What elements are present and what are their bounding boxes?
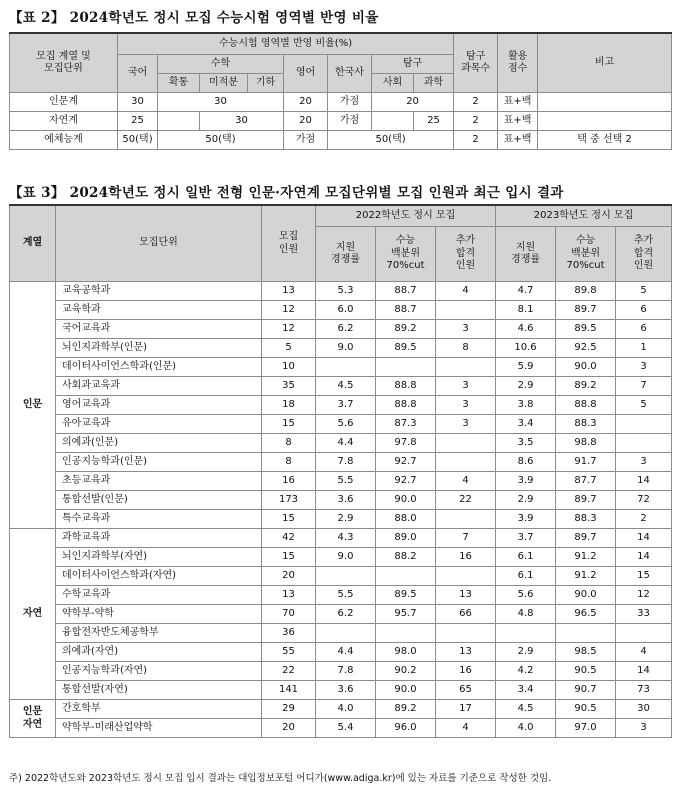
t2-cell xyxy=(158,112,200,131)
t3-header-extra-2023: 추가 합격 인원 xyxy=(616,227,672,282)
value-cell: 4.4 xyxy=(316,643,376,662)
value-cell: 5.5 xyxy=(316,586,376,605)
unit-name-cell: 의예과(자연) xyxy=(56,643,262,662)
value-cell: 3.5 xyxy=(496,434,556,453)
unit-name-cell: 데이터사이언스학과(인문) xyxy=(56,358,262,377)
unit-name-cell: 수학교육과 xyxy=(56,586,262,605)
t2-row-arts xyxy=(10,131,672,150)
value-cell: 2.9 xyxy=(496,491,556,510)
value-cell: 91.2 xyxy=(556,567,616,586)
t2-cell: 30 xyxy=(200,112,284,131)
value-cell: 4 xyxy=(436,719,496,738)
value-cell: 89.7 xyxy=(556,301,616,320)
value-cell: 87.7 xyxy=(556,472,616,491)
value-cell xyxy=(496,624,556,643)
table-row xyxy=(10,472,672,491)
table3-admissions-table xyxy=(9,204,672,738)
value-cell: 4.8 xyxy=(496,605,556,624)
t2-cell: 예체능계 xyxy=(10,131,118,150)
value-cell: 90.5 xyxy=(556,700,616,719)
value-cell xyxy=(616,434,672,453)
value-cell: 88.3 xyxy=(556,510,616,529)
value-cell: 22 xyxy=(436,491,496,510)
table-row xyxy=(10,586,672,605)
t2-header-ratio: 수능시험 영역별 반영 비율(%) xyxy=(118,33,454,55)
value-cell: 8.1 xyxy=(496,301,556,320)
value-cell: 4.6 xyxy=(496,320,556,339)
table-row xyxy=(10,605,672,624)
value-cell: 16 xyxy=(436,548,496,567)
value-cell xyxy=(436,301,496,320)
value-cell xyxy=(436,358,496,377)
t3-header-2023: 2023학년도 정시 모집 xyxy=(496,205,672,227)
value-cell: 18 xyxy=(262,396,316,415)
value-cell: 17 xyxy=(436,700,496,719)
value-cell: 141 xyxy=(262,681,316,700)
t2-header-history: 한국사 xyxy=(328,55,372,93)
value-cell: 3.8 xyxy=(496,396,556,415)
value-cell: 173 xyxy=(262,491,316,510)
value-cell: 89.8 xyxy=(556,282,616,301)
value-cell: 89.5 xyxy=(376,586,436,605)
table-row xyxy=(10,700,672,719)
value-cell: 89.7 xyxy=(556,491,616,510)
table-row xyxy=(10,415,672,434)
t2-cell: 30 xyxy=(118,93,158,112)
value-cell: 90.5 xyxy=(556,662,616,681)
t2-header-inquiry-count: 탐구 과목수 xyxy=(454,33,498,93)
value-cell: 73 xyxy=(616,681,672,700)
value-cell: 6.0 xyxy=(316,301,376,320)
value-cell: 20 xyxy=(262,567,316,586)
value-cell: 91.7 xyxy=(556,453,616,472)
value-cell: 88.2 xyxy=(376,548,436,567)
unit-name-cell: 국어교육과 xyxy=(56,320,262,339)
value-cell: 90.2 xyxy=(376,662,436,681)
value-cell: 97.0 xyxy=(556,719,616,738)
t2-header-math-calc: 미적분 xyxy=(200,74,248,93)
value-cell: 15 xyxy=(262,415,316,434)
value-cell: 7 xyxy=(616,377,672,396)
value-cell: 22 xyxy=(262,662,316,681)
value-cell: 5.9 xyxy=(496,358,556,377)
value-cell: 29 xyxy=(262,700,316,719)
value-cell: 92.7 xyxy=(376,472,436,491)
value-cell: 72 xyxy=(616,491,672,510)
value-cell: 92.7 xyxy=(376,453,436,472)
t3-header-field: 계열 xyxy=(10,205,56,282)
unit-name-cell: 영어교육과 xyxy=(56,396,262,415)
t2-header-inquiry: 탐구 xyxy=(372,55,454,74)
value-cell: 89.7 xyxy=(556,529,616,548)
t2-cell: 표+백 xyxy=(498,112,538,131)
value-cell: 1 xyxy=(616,339,672,358)
unit-name-cell: 뇌인지과학부(인문) xyxy=(56,339,262,358)
unit-name-cell: 약학부-미래산업약학 xyxy=(56,719,262,738)
value-cell: 92.5 xyxy=(556,339,616,358)
table-row xyxy=(10,643,672,662)
value-cell: 90.0 xyxy=(556,358,616,377)
value-cell: 97.8 xyxy=(376,434,436,453)
value-cell: 3 xyxy=(436,415,496,434)
value-cell: 5.3 xyxy=(316,282,376,301)
table-row xyxy=(10,301,672,320)
t2-header-unit: 모집 계열 및 모집단위 xyxy=(10,33,118,93)
value-cell: 7.8 xyxy=(316,453,376,472)
unit-name-cell: 약학부-약학 xyxy=(56,605,262,624)
value-cell: 4.3 xyxy=(316,529,376,548)
value-cell xyxy=(316,358,376,377)
value-cell: 15 xyxy=(616,567,672,586)
value-cell: 3.9 xyxy=(496,472,556,491)
value-cell: 5 xyxy=(616,396,672,415)
t2-cell: 2 xyxy=(454,112,498,131)
value-cell: 98.5 xyxy=(556,643,616,662)
value-cell: 14 xyxy=(616,472,672,491)
value-cell: 98.8 xyxy=(556,434,616,453)
value-cell xyxy=(436,453,496,472)
value-cell: 3 xyxy=(436,396,496,415)
t2-cell: 2 xyxy=(454,93,498,112)
table-row xyxy=(10,681,672,700)
t2-cell: 표+백 xyxy=(498,131,538,150)
value-cell xyxy=(316,624,376,643)
value-cell xyxy=(376,567,436,586)
value-cell xyxy=(316,567,376,586)
table-row xyxy=(10,491,672,510)
value-cell: 5.6 xyxy=(496,586,556,605)
unit-name-cell: 과학교육과 xyxy=(56,529,262,548)
t2-cell xyxy=(538,93,672,112)
value-cell: 36 xyxy=(262,624,316,643)
value-cell: 3 xyxy=(436,320,496,339)
value-cell: 6.1 xyxy=(496,548,556,567)
value-cell: 8 xyxy=(262,453,316,472)
field-group-label: 자연 xyxy=(10,529,56,700)
value-cell xyxy=(376,624,436,643)
table-row xyxy=(10,320,672,339)
t2-cell: 표+백 xyxy=(498,93,538,112)
t3-header-unit: 모집단위 xyxy=(56,205,262,282)
t3-header-competition-2023: 지원 경쟁률 xyxy=(496,227,556,282)
t2-header-math-geo: 기하 xyxy=(248,74,284,93)
value-cell xyxy=(436,434,496,453)
t2-header-math-stat: 확통 xyxy=(158,74,200,93)
value-cell: 3 xyxy=(436,377,496,396)
value-cell: 65 xyxy=(436,681,496,700)
value-cell: 10 xyxy=(262,358,316,377)
field-group-label: 인문 자연 xyxy=(10,700,56,738)
table-row xyxy=(10,662,672,681)
value-cell: 15 xyxy=(262,510,316,529)
value-cell: 96.5 xyxy=(556,605,616,624)
value-cell: 6 xyxy=(616,301,672,320)
t2-cell: 택 중 선택 2 xyxy=(538,131,672,150)
value-cell: 3.4 xyxy=(496,681,556,700)
value-cell: 35 xyxy=(262,377,316,396)
footnote: 주) 2022학년도와 2023학년도 정시 모집 입시 결과는 대입정보포털 어디가(www.adiga.kr)에 있는 자료를 기준으로 작성한 것임. xyxy=(9,773,552,784)
value-cell xyxy=(436,624,496,643)
t2-cell: 30 xyxy=(158,93,284,112)
value-cell: 20 xyxy=(262,719,316,738)
value-cell: 90.0 xyxy=(376,681,436,700)
table-row xyxy=(10,567,672,586)
value-cell: 2.9 xyxy=(316,510,376,529)
unit-name-cell: 교육학과 xyxy=(56,301,262,320)
table3-title: 【표 3】 2024학년도 정시 일반 전형 인문·자연계 모집단위별 모집 인원과 최근 입시 결과 xyxy=(9,185,564,201)
value-cell: 4.4 xyxy=(316,434,376,453)
value-cell: 90.7 xyxy=(556,681,616,700)
field-group-label: 인문 xyxy=(10,282,56,529)
value-cell: 13 xyxy=(436,643,496,662)
value-cell: 88.3 xyxy=(556,415,616,434)
value-cell: 5 xyxy=(616,282,672,301)
table-row xyxy=(10,358,672,377)
value-cell: 9.0 xyxy=(316,339,376,358)
value-cell: 42 xyxy=(262,529,316,548)
value-cell: 33 xyxy=(616,605,672,624)
value-cell: 9.0 xyxy=(316,548,376,567)
t3-header-quota: 모집 인원 xyxy=(262,205,316,282)
value-cell: 3 xyxy=(616,719,672,738)
value-cell: 89.5 xyxy=(376,339,436,358)
t2-cell xyxy=(538,112,672,131)
table-row xyxy=(10,719,672,738)
t2-cell: 2 xyxy=(454,131,498,150)
value-cell: 16 xyxy=(262,472,316,491)
value-cell: 14 xyxy=(616,529,672,548)
value-cell xyxy=(556,624,616,643)
value-cell: 7 xyxy=(436,529,496,548)
table-row xyxy=(10,434,672,453)
t2-cell: 20 xyxy=(372,93,454,112)
value-cell: 4.7 xyxy=(496,282,556,301)
value-cell xyxy=(436,567,496,586)
value-cell: 3.9 xyxy=(496,510,556,529)
unit-name-cell: 유아교육과 xyxy=(56,415,262,434)
t2-header-math: 수학 xyxy=(158,55,284,74)
t2-cell: 25 xyxy=(414,112,454,131)
value-cell: 3.7 xyxy=(496,529,556,548)
table-row xyxy=(10,282,672,301)
value-cell: 4 xyxy=(616,643,672,662)
value-cell: 70 xyxy=(262,605,316,624)
value-cell: 4.0 xyxy=(316,700,376,719)
value-cell: 3.6 xyxy=(316,491,376,510)
value-cell: 96.0 xyxy=(376,719,436,738)
value-cell: 15 xyxy=(262,548,316,567)
value-cell: 4 xyxy=(436,282,496,301)
t2-cell: 50(택) xyxy=(328,131,454,150)
t2-cell: 25 xyxy=(118,112,158,131)
value-cell: 2.9 xyxy=(496,377,556,396)
value-cell: 5.6 xyxy=(316,415,376,434)
unit-name-cell: 통합선발(인문) xyxy=(56,491,262,510)
value-cell: 87.3 xyxy=(376,415,436,434)
table-row xyxy=(10,339,672,358)
value-cell: 3 xyxy=(616,453,672,472)
value-cell xyxy=(436,510,496,529)
value-cell: 4.5 xyxy=(316,377,376,396)
unit-name-cell: 뇌인지과학부(자연) xyxy=(56,548,262,567)
value-cell: 6.2 xyxy=(316,605,376,624)
t2-header-korean: 국어 xyxy=(118,55,158,93)
value-cell: 3 xyxy=(616,358,672,377)
unit-name-cell: 사회과교육과 xyxy=(56,377,262,396)
value-cell: 88.7 xyxy=(376,282,436,301)
value-cell: 88.8 xyxy=(376,396,436,415)
table-row xyxy=(10,396,672,415)
value-cell xyxy=(616,415,672,434)
t2-cell: 50(택) xyxy=(158,131,284,150)
t2-header-remarks: 비고 xyxy=(538,33,672,93)
value-cell: 8 xyxy=(262,434,316,453)
value-cell: 10.6 xyxy=(496,339,556,358)
value-cell: 14 xyxy=(616,548,672,567)
value-cell: 12 xyxy=(616,586,672,605)
unit-name-cell: 융합전자반도체공학부 xyxy=(56,624,262,643)
t2-cell xyxy=(372,112,414,131)
value-cell: 30 xyxy=(616,700,672,719)
value-cell: 12 xyxy=(262,301,316,320)
table-row xyxy=(10,377,672,396)
table-row xyxy=(10,529,672,548)
value-cell: 6 xyxy=(616,320,672,339)
value-cell: 8.6 xyxy=(496,453,556,472)
table2-title: 【표 2】 2024학년도 정시 모집 수능시험 영역별 반영 비율 xyxy=(9,10,379,26)
value-cell: 4.0 xyxy=(496,719,556,738)
value-cell: 2 xyxy=(616,510,672,529)
unit-name-cell: 교육공학과 xyxy=(56,282,262,301)
t2-row-humanities xyxy=(10,93,672,112)
value-cell: 2.9 xyxy=(496,643,556,662)
t3-header-percentile-2022: 수능 백분위 70%cut xyxy=(376,227,436,282)
value-cell xyxy=(616,624,672,643)
value-cell: 89.2 xyxy=(376,320,436,339)
value-cell: 89.2 xyxy=(376,700,436,719)
value-cell: 91.2 xyxy=(556,548,616,567)
t2-cell: 20 xyxy=(284,112,328,131)
value-cell: 3.7 xyxy=(316,396,376,415)
value-cell: 90.0 xyxy=(556,586,616,605)
value-cell: 5.4 xyxy=(316,719,376,738)
table-row xyxy=(10,510,672,529)
value-cell: 16 xyxy=(436,662,496,681)
value-cell: 3.4 xyxy=(496,415,556,434)
unit-name-cell: 데이터사이언스학과(자연) xyxy=(56,567,262,586)
value-cell: 89.0 xyxy=(376,529,436,548)
unit-name-cell: 초등교육과 xyxy=(56,472,262,491)
t2-row-natural xyxy=(10,112,672,131)
t3-header-extra-2022: 추가 합격 인원 xyxy=(436,227,496,282)
value-cell: 14 xyxy=(616,662,672,681)
t2-cell: 가점 xyxy=(328,93,372,112)
value-cell: 88.7 xyxy=(376,301,436,320)
t2-cell: 가점 xyxy=(284,131,328,150)
table-row xyxy=(10,548,672,567)
value-cell: 8 xyxy=(436,339,496,358)
t2-cell: 가점 xyxy=(328,112,372,131)
t3-header-percentile-2023: 수능 백분위 70%cut xyxy=(556,227,616,282)
t2-header-science: 과학 xyxy=(414,74,454,93)
table-row xyxy=(10,624,672,643)
t2-header-social: 사회 xyxy=(372,74,414,93)
value-cell: 88.8 xyxy=(556,396,616,415)
t3-header-2022: 2022학년도 정시 모집 xyxy=(316,205,496,227)
value-cell xyxy=(376,358,436,377)
unit-name-cell: 인공지능학과(인문) xyxy=(56,453,262,472)
t2-cell: 자연계 xyxy=(10,112,118,131)
t2-header-english: 영어 xyxy=(284,55,328,93)
value-cell: 4.2 xyxy=(496,662,556,681)
table2-ratio-table xyxy=(9,32,672,150)
value-cell: 5.5 xyxy=(316,472,376,491)
unit-name-cell: 간호학부 xyxy=(56,700,262,719)
value-cell: 55 xyxy=(262,643,316,662)
value-cell: 4.5 xyxy=(496,700,556,719)
t2-cell: 50(택) xyxy=(118,131,158,150)
unit-name-cell: 인공지능학과(자연) xyxy=(56,662,262,681)
value-cell: 88.0 xyxy=(376,510,436,529)
value-cell: 5 xyxy=(262,339,316,358)
value-cell: 95.7 xyxy=(376,605,436,624)
t3-header-competition-2022: 지원 경쟁률 xyxy=(316,227,376,282)
table-row xyxy=(10,453,672,472)
value-cell: 89.5 xyxy=(556,320,616,339)
t2-cell: 인문계 xyxy=(10,93,118,112)
unit-name-cell: 의예과(인문) xyxy=(56,434,262,453)
value-cell: 90.0 xyxy=(376,491,436,510)
value-cell: 66 xyxy=(436,605,496,624)
value-cell: 7.8 xyxy=(316,662,376,681)
value-cell: 4 xyxy=(436,472,496,491)
value-cell: 13 xyxy=(262,586,316,605)
t2-header-score: 활용 점수 xyxy=(498,33,538,93)
value-cell: 89.2 xyxy=(556,377,616,396)
value-cell: 13 xyxy=(436,586,496,605)
value-cell: 88.8 xyxy=(376,377,436,396)
value-cell: 13 xyxy=(262,282,316,301)
value-cell: 3.6 xyxy=(316,681,376,700)
unit-name-cell: 특수교육과 xyxy=(56,510,262,529)
value-cell: 6.2 xyxy=(316,320,376,339)
t2-cell: 20 xyxy=(284,93,328,112)
unit-name-cell: 통합선발(자연) xyxy=(56,681,262,700)
value-cell: 98.0 xyxy=(376,643,436,662)
value-cell: 12 xyxy=(262,320,316,339)
value-cell: 6.1 xyxy=(496,567,556,586)
